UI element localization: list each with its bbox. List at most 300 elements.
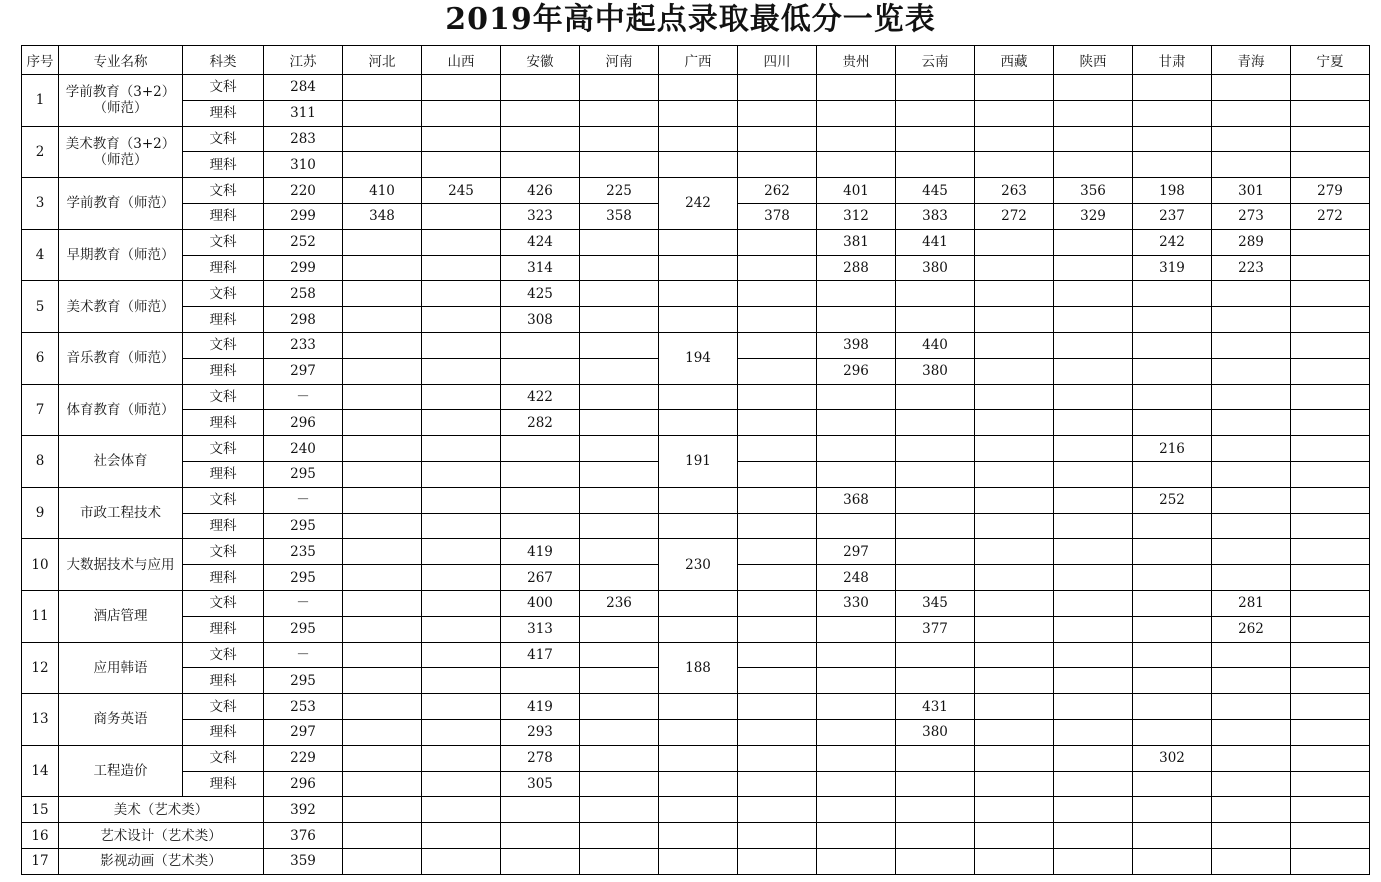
score-cell: 431 — [896, 694, 975, 720]
major-name: 社会体育 — [59, 436, 183, 488]
column-header: 甘肃 — [1133, 46, 1212, 75]
score-cell — [817, 75, 896, 101]
score-cell — [1133, 332, 1212, 358]
score-cell: 383 — [896, 203, 975, 229]
score-cell — [738, 565, 817, 591]
score-cell — [738, 75, 817, 101]
score-cell — [580, 771, 659, 797]
score-cell — [343, 332, 422, 358]
score-cell: 242 — [659, 178, 738, 230]
score-cell — [738, 590, 817, 616]
table-row — [22, 487, 1370, 513]
score-cell — [817, 823, 896, 849]
score-cell: 188 — [659, 642, 738, 694]
score-cell — [1291, 642, 1370, 668]
score-cell — [1054, 307, 1133, 333]
score-cell: 289 — [1212, 229, 1291, 255]
score-cell: 272 — [975, 203, 1054, 229]
subject-type: 理科 — [183, 307, 264, 333]
score-cell: 310 — [264, 152, 343, 178]
score-cell — [817, 719, 896, 745]
score-cell — [1133, 848, 1212, 874]
score-cell — [1133, 668, 1212, 694]
score-cell — [896, 668, 975, 694]
score-cell — [817, 797, 896, 823]
score-cell: 301 — [1212, 178, 1291, 204]
score-cell — [1133, 616, 1212, 642]
row-number: 6 — [22, 332, 59, 384]
score-cell — [343, 848, 422, 874]
subject-type: 文科 — [183, 642, 264, 668]
score-cell — [659, 590, 738, 616]
score-cell — [1212, 694, 1291, 720]
score-cell — [1212, 436, 1291, 462]
score-cell — [343, 745, 422, 771]
subject-type: 理科 — [183, 203, 264, 229]
score-cell: 400 — [501, 590, 580, 616]
score-cell — [1212, 823, 1291, 849]
score-cell — [580, 229, 659, 255]
score-cell — [659, 229, 738, 255]
score-cell — [1291, 745, 1370, 771]
score-cell — [738, 668, 817, 694]
score-cell — [1291, 694, 1370, 720]
score-cell: 284 — [264, 75, 343, 101]
score-cell: 191 — [659, 436, 738, 488]
score-cell — [659, 100, 738, 126]
score-cell — [975, 487, 1054, 513]
score-cell: － — [264, 487, 343, 513]
score-cell — [422, 642, 501, 668]
score-cell — [343, 797, 422, 823]
score-cell — [1054, 719, 1133, 745]
score-cell — [422, 461, 501, 487]
score-cell — [580, 152, 659, 178]
score-cell — [422, 100, 501, 126]
score-cell — [1133, 797, 1212, 823]
score-cell — [817, 513, 896, 539]
subject-type: 文科 — [183, 332, 264, 358]
score-cell — [975, 126, 1054, 152]
score-cell — [1291, 126, 1370, 152]
score-cell — [501, 126, 580, 152]
score-cell — [975, 590, 1054, 616]
score-cell — [1212, 642, 1291, 668]
table-row — [22, 126, 1370, 152]
score-cell: 401 — [817, 178, 896, 204]
score-cell — [501, 152, 580, 178]
score-cell — [501, 823, 580, 849]
score-cell: 295 — [264, 668, 343, 694]
score-cell — [1133, 539, 1212, 565]
major-name: 学前教育（师范） — [59, 178, 183, 230]
score-cell — [975, 694, 1054, 720]
score-cell — [817, 281, 896, 307]
subject-type: 理科 — [183, 358, 264, 384]
table-row — [22, 719, 1370, 745]
score-cell — [738, 694, 817, 720]
score-cell — [1133, 590, 1212, 616]
score-cell — [580, 694, 659, 720]
score-cell: 298 — [264, 307, 343, 333]
score-cell — [422, 694, 501, 720]
score-cell — [1291, 307, 1370, 333]
score-cell — [1291, 75, 1370, 101]
score-cell: 262 — [1212, 616, 1291, 642]
score-cell — [896, 461, 975, 487]
score-cell — [896, 410, 975, 436]
score-cell — [738, 539, 817, 565]
score-cell — [817, 126, 896, 152]
score-cell — [1133, 694, 1212, 720]
score-cell: － — [264, 642, 343, 668]
score-cell: 225 — [580, 178, 659, 204]
score-cell — [1291, 823, 1370, 849]
score-cell — [738, 797, 817, 823]
score-cell: 381 — [817, 229, 896, 255]
column-header: 安徽 — [501, 46, 580, 75]
score-cell: 297 — [264, 719, 343, 745]
score-cell — [975, 332, 1054, 358]
major-name: 美术教育（3+2）（师范） — [59, 126, 183, 178]
score-cell — [1054, 487, 1133, 513]
score-cell — [422, 616, 501, 642]
score-cell: 220 — [264, 178, 343, 204]
score-cell — [1054, 255, 1133, 281]
column-header: 贵州 — [817, 46, 896, 75]
score-cell — [975, 616, 1054, 642]
score-cell: 348 — [343, 203, 422, 229]
score-cell — [896, 75, 975, 101]
score-cell — [343, 358, 422, 384]
score-cell: 422 — [501, 384, 580, 410]
score-cell — [738, 358, 817, 384]
score-cell: 198 — [1133, 178, 1212, 204]
score-cell — [422, 719, 501, 745]
score-cell — [580, 565, 659, 591]
table-row — [22, 436, 1370, 462]
major-name: 工程造价 — [59, 745, 183, 797]
score-cell: 417 — [501, 642, 580, 668]
table-row — [22, 384, 1370, 410]
score-cell: 252 — [264, 229, 343, 255]
score-cell — [738, 126, 817, 152]
score-cell — [738, 745, 817, 771]
row-number: 8 — [22, 436, 59, 488]
table-row — [22, 590, 1370, 616]
score-cell — [896, 152, 975, 178]
score-cell — [975, 797, 1054, 823]
score-cell — [1054, 642, 1133, 668]
score-cell — [580, 797, 659, 823]
score-cell — [343, 487, 422, 513]
score-cell — [817, 436, 896, 462]
score-cell — [580, 307, 659, 333]
score-cell — [422, 384, 501, 410]
table-row — [22, 100, 1370, 126]
table-row — [22, 771, 1370, 797]
row-number: 10 — [22, 539, 59, 591]
score-cell — [501, 332, 580, 358]
score-cell — [1133, 126, 1212, 152]
score-cell — [1291, 771, 1370, 797]
score-cell — [422, 513, 501, 539]
table-row — [22, 823, 1370, 849]
major-name: 学前教育（3+2）（师范） — [59, 75, 183, 127]
score-cell — [659, 255, 738, 281]
score-cell — [659, 719, 738, 745]
score-cell — [896, 436, 975, 462]
score-cell — [975, 307, 1054, 333]
score-cell — [817, 100, 896, 126]
score-cell — [422, 332, 501, 358]
score-cell — [1054, 668, 1133, 694]
score-cell — [1054, 513, 1133, 539]
table-row — [22, 229, 1370, 255]
subject-type: 文科 — [183, 694, 264, 720]
subject-type: 文科 — [183, 229, 264, 255]
score-cell — [1054, 126, 1133, 152]
score-cell — [1212, 848, 1291, 874]
score-cell: 441 — [896, 229, 975, 255]
subject-type: 理科 — [183, 668, 264, 694]
score-cell — [1133, 358, 1212, 384]
score-cell — [659, 616, 738, 642]
score-cell — [738, 152, 817, 178]
score-cell — [343, 719, 422, 745]
score-cell — [896, 771, 975, 797]
score-cell: 273 — [1212, 203, 1291, 229]
table-row — [22, 255, 1370, 281]
score-cell — [422, 487, 501, 513]
score-cell: 302 — [1133, 745, 1212, 771]
score-cell — [1212, 384, 1291, 410]
column-header: 河南 — [580, 46, 659, 75]
score-cell: 345 — [896, 590, 975, 616]
score-cell — [896, 100, 975, 126]
score-cell — [896, 848, 975, 874]
score-cell — [580, 461, 659, 487]
score-cell — [422, 848, 501, 874]
score-cell — [580, 513, 659, 539]
score-cell: 295 — [264, 461, 343, 487]
score-cell: 295 — [264, 565, 343, 591]
score-cell — [659, 745, 738, 771]
score-cell — [1054, 152, 1133, 178]
score-cell — [738, 281, 817, 307]
row-number: 13 — [22, 694, 59, 746]
score-cell — [659, 126, 738, 152]
score-cell — [422, 771, 501, 797]
score-cell — [501, 668, 580, 694]
subject-type: 理科 — [183, 565, 264, 591]
score-cell — [1212, 565, 1291, 591]
score-cell — [817, 642, 896, 668]
score-cell — [975, 848, 1054, 874]
score-cell: 235 — [264, 539, 343, 565]
score-cell — [1212, 152, 1291, 178]
score-cell — [1133, 823, 1212, 849]
score-cell — [343, 771, 422, 797]
score-cell — [422, 203, 501, 229]
score-cell: 240 — [264, 436, 343, 462]
score-cell: 368 — [817, 487, 896, 513]
column-header: 西藏 — [975, 46, 1054, 75]
score-cell — [1133, 461, 1212, 487]
score-cell: 358 — [580, 203, 659, 229]
subject-type: 理科 — [183, 152, 264, 178]
score-cell — [1212, 668, 1291, 694]
score-cell — [1054, 694, 1133, 720]
score-cell — [1291, 539, 1370, 565]
score-cell — [896, 823, 975, 849]
score-cell: 380 — [896, 719, 975, 745]
score-cell — [1291, 410, 1370, 436]
score-cell — [1291, 668, 1370, 694]
score-table — [21, 45, 1370, 875]
score-cell — [422, 823, 501, 849]
score-cell — [896, 384, 975, 410]
score-cell — [1291, 281, 1370, 307]
score-cell — [1291, 487, 1370, 513]
score-cell: 263 — [975, 178, 1054, 204]
score-cell: 424 — [501, 229, 580, 255]
score-cell — [1054, 590, 1133, 616]
score-cell — [422, 590, 501, 616]
score-cell: 308 — [501, 307, 580, 333]
score-cell: 297 — [817, 539, 896, 565]
score-cell — [1054, 745, 1133, 771]
column-header: 云南 — [896, 46, 975, 75]
score-cell — [501, 461, 580, 487]
score-cell: 253 — [264, 694, 343, 720]
major-name: 影视动画（艺术类） — [59, 848, 264, 874]
score-cell — [896, 513, 975, 539]
score-cell — [422, 126, 501, 152]
score-cell — [975, 823, 1054, 849]
score-cell — [738, 410, 817, 436]
score-cell — [975, 436, 1054, 462]
table-row — [22, 539, 1370, 565]
score-cell — [1291, 590, 1370, 616]
score-cell: 426 — [501, 178, 580, 204]
score-cell: 380 — [896, 358, 975, 384]
score-cell — [580, 281, 659, 307]
column-header: 陕西 — [1054, 46, 1133, 75]
score-cell — [1133, 565, 1212, 591]
score-cell: 262 — [738, 178, 817, 204]
score-cell: 329 — [1054, 203, 1133, 229]
score-cell — [343, 616, 422, 642]
score-cell — [1212, 100, 1291, 126]
score-cell — [1054, 100, 1133, 126]
score-cell — [580, 539, 659, 565]
score-cell — [738, 487, 817, 513]
score-cell — [343, 229, 422, 255]
score-cell — [1291, 152, 1370, 178]
column-header: 广西 — [659, 46, 738, 75]
score-cell — [343, 565, 422, 591]
score-cell — [1212, 771, 1291, 797]
score-cell — [659, 384, 738, 410]
table-row — [22, 75, 1370, 101]
score-cell: 267 — [501, 565, 580, 591]
score-cell: 282 — [501, 410, 580, 436]
score-cell — [1054, 848, 1133, 874]
row-number: 4 — [22, 229, 59, 281]
score-cell — [817, 745, 896, 771]
score-cell — [580, 384, 659, 410]
subject-type: 理科 — [183, 513, 264, 539]
table-body — [22, 75, 1370, 875]
score-cell: 440 — [896, 332, 975, 358]
score-cell — [1212, 797, 1291, 823]
score-cell — [422, 255, 501, 281]
score-cell: － — [264, 384, 343, 410]
score-cell — [896, 745, 975, 771]
score-cell: 297 — [264, 358, 343, 384]
score-cell — [896, 487, 975, 513]
score-cell — [1212, 332, 1291, 358]
score-cell: 272 — [1291, 203, 1370, 229]
score-cell — [817, 152, 896, 178]
score-cell: 323 — [501, 203, 580, 229]
score-cell: 299 — [264, 255, 343, 281]
score-cell: 229 — [264, 745, 343, 771]
score-cell — [580, 358, 659, 384]
subject-type: 文科 — [183, 745, 264, 771]
row-number: 11 — [22, 590, 59, 642]
score-cell — [1054, 281, 1133, 307]
score-cell — [580, 255, 659, 281]
row-number: 9 — [22, 487, 59, 539]
score-cell — [975, 152, 1054, 178]
score-cell — [817, 410, 896, 436]
score-cell — [343, 590, 422, 616]
table-row — [22, 848, 1370, 874]
row-number: 7 — [22, 384, 59, 436]
score-cell — [1133, 152, 1212, 178]
score-cell — [1054, 797, 1133, 823]
score-cell — [817, 694, 896, 720]
major-name: 美术（艺术类） — [59, 797, 264, 823]
score-cell — [1212, 487, 1291, 513]
score-cell — [738, 461, 817, 487]
subject-type: 文科 — [183, 539, 264, 565]
score-cell: 296 — [817, 358, 896, 384]
score-cell — [659, 152, 738, 178]
score-cell — [975, 565, 1054, 591]
score-cell — [580, 75, 659, 101]
score-cell — [1291, 100, 1370, 126]
score-cell — [1291, 358, 1370, 384]
score-cell: 392 — [264, 797, 343, 823]
score-cell — [501, 513, 580, 539]
score-cell — [1291, 384, 1370, 410]
score-cell — [343, 694, 422, 720]
score-cell: 312 — [817, 203, 896, 229]
score-cell: － — [264, 590, 343, 616]
score-cell — [738, 848, 817, 874]
score-cell — [343, 513, 422, 539]
score-cell — [817, 771, 896, 797]
score-cell — [1054, 616, 1133, 642]
score-cell: 288 — [817, 255, 896, 281]
score-cell — [1133, 307, 1212, 333]
score-cell — [422, 565, 501, 591]
score-cell — [896, 281, 975, 307]
score-cell — [975, 461, 1054, 487]
